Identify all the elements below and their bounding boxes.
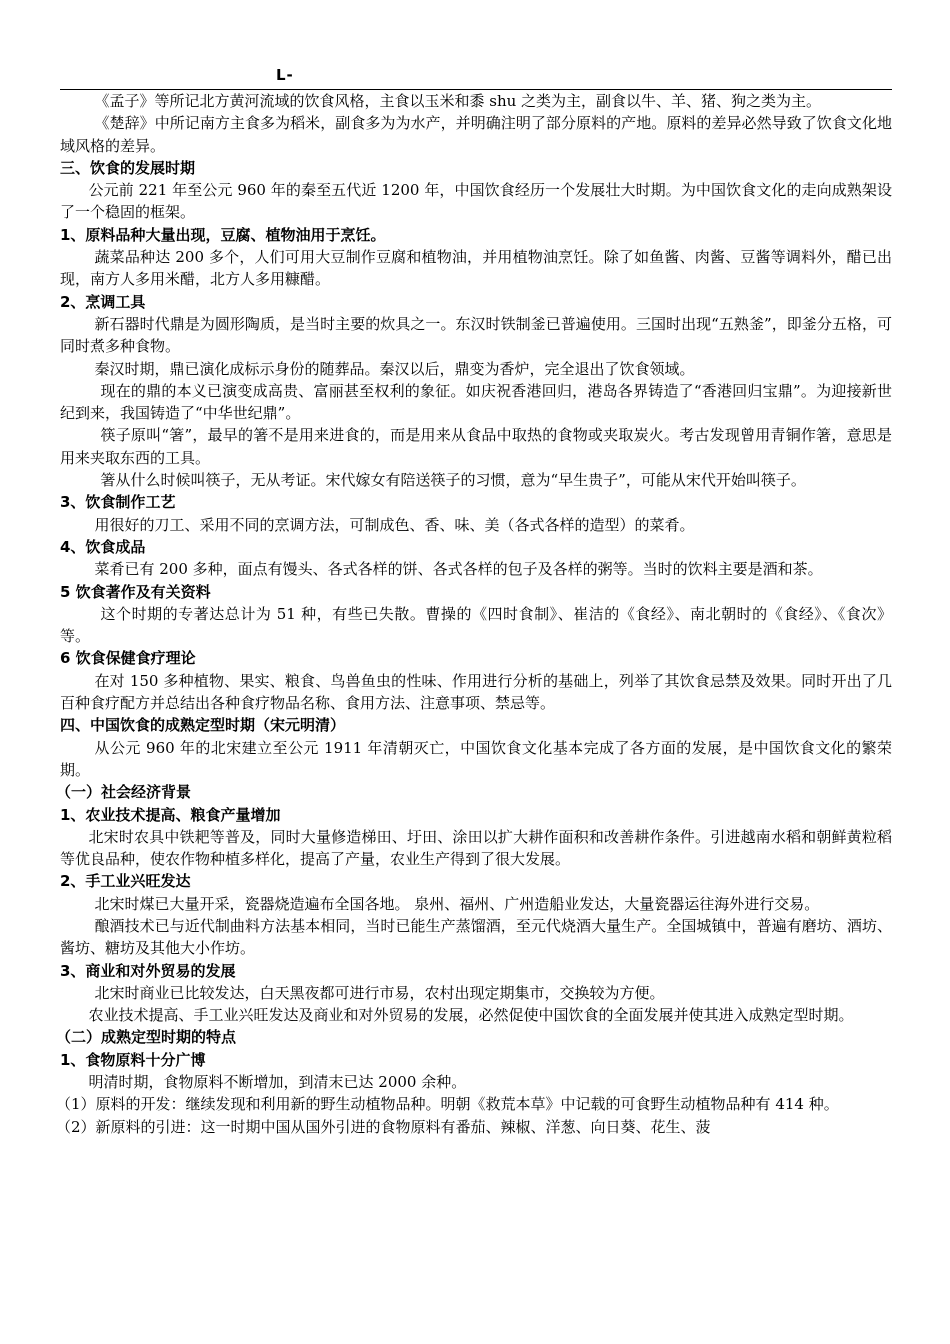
section-heading: 5 饮食著作及有关资料 xyxy=(60,582,211,601)
paragraph: 《楚辞》中所记南方主食多为稻米，副食多为为水产，并明确注明了部分原料的产地。原料的差异必然导致了饮食文化地域风格的差异。 xyxy=(60,114,892,155)
section-heading: 三、饮食的发展时期 xyxy=(60,158,196,177)
subsection-heading: （一）社会经济背景 xyxy=(56,783,192,802)
paragraph: 这个时期的专著达总计为 51 种，有些已失散。曹操的《四时食制》、崔洁的《食经》、南北朝时的《食经》、《食次》等。 xyxy=(60,604,892,646)
paragraph: 酿酒技术已与近代制曲料方法基本相同，当时已能生产蒸馏酒，至元代烧酒大量生产。全国城镇中，普遍有磨坊、酒坊、酱坊、糖坊及其他大小作坊。 xyxy=(60,916,892,958)
paragraph: 菜肴已有 200 多种，面点有馒头、各式各样的饼、各式各样的包子及各样的粥等。当时的饮料主要是酒和茶。 xyxy=(94,560,823,579)
paragraph: 在对 150 多种植物、果实、粮食、鸟兽鱼虫的性味、作用进行分析的基础上，列举了其饮食忌禁及效果。同时开出了几百种食疗配方并总结出各种食疗物品名称、食用方法、注意事项、禁忌等。 xyxy=(60,671,892,713)
paragraph: 《孟子》等所记北方黄河流域的饮食风格，主食以玉米和黍 shu 之类为主，副食以牛、羊、猪、狗之类为主。 xyxy=(94,92,822,110)
section-heading: 1、食物原料十分广博 xyxy=(60,1050,206,1069)
section-heading: 2、手工业兴旺发达 xyxy=(60,872,191,891)
section-heading: 1、农业技术提高、粮食产量增加 xyxy=(60,805,281,824)
paragraph: 农业技术提高、手工业兴旺发达及商业和对外贸易的发展，必然促使中国饮食的全面发展并使其进入成熟定型时期。 xyxy=(88,1006,854,1025)
paragraph: 现在的鼎的本义已演变成高贵、富丽甚至权利的象征。如庆祝香港回归，港岛各界铸造了“香港回归宝鼎”。为迎接新世纪到来，我国铸造了“中华世纪鼎”。 xyxy=(60,381,892,423)
list-item: （2）新原料的引进：这一时期中国从国外引进的食物原料有番茄、辣椒、洋葱、向日葵、花生、菠 xyxy=(56,1117,711,1136)
paragraph: 明清时期，食物原料不断增加，到清末已达 2000 余种。 xyxy=(88,1073,467,1092)
paragraph: 从公元 960 年的北宋建立至公元 1911 年清朝灭亡，中国饮食文化基本完成了各方面的发展，是中国饮食文化的繁荣期。 xyxy=(60,738,892,779)
section-heading: 3、商业和对外贸易的发展 xyxy=(60,961,236,980)
section-heading: 3、饮食制作工艺 xyxy=(60,493,176,512)
paragraph: 新石器时代鼎是为圆形陶质，是当时主要的炊具之一。东汉时铁制釜已普遍使用。三国时出现“五熟釜”，即釜分五格，可同时煮多种食物。 xyxy=(60,314,892,356)
subsection-heading: （二）成熟定型时期的特点 xyxy=(56,1028,237,1047)
paragraph: 筷子原叫“箸”，最早的箸不是用来进食的，而是用来从食品中取热的食物或夹取炭火。考古发现曾用青铜作箸，意思是用来夹取东西的工具。 xyxy=(60,426,892,467)
section-heading: 2、烹调工具 xyxy=(60,292,146,311)
list-item: （1）原料的开发：继续发现和利用新的野生动植物品种。明朝《救荒本草》中记载的可食野生动植物品种有 414 种。 xyxy=(56,1095,839,1114)
section-heading: 四、中国饮食的成熟定型时期（宋元明清） xyxy=(60,716,346,735)
paragraph: 蔬菜品种达 200 多个，人们可用大豆制作豆腐和植物油，并用植物油烹饪。除了如鱼酱、肉酱、豆酱等调料外，醋已出现，南方人多用米醋，北方人多用糠醋。 xyxy=(60,248,892,289)
header-mark: L- xyxy=(276,66,294,84)
section-heading: 6 饮食保健食疗理论 xyxy=(60,649,196,668)
paragraph: 用很好的刀工、采用不同的烹调方法，可制成色、香、味、美（各式各样的造型）的菜肴。 xyxy=(94,515,695,534)
section-heading: 4、饮食成品 xyxy=(60,537,146,556)
paragraph: 秦汉时期，鼎已演化成标示身份的随葬品。秦汉以后，鼎变为香炉，完全退出了饮食领域。 xyxy=(94,359,695,378)
section-heading: 1、原料品种大量出现，豆腐、植物油用于烹饪。 xyxy=(60,225,386,244)
paragraph: 北宋时商业已比较发达，白天黑夜都可进行市易，农村出现定期集市，交换较为方便。 xyxy=(94,983,665,1002)
document-body xyxy=(56,90,892,1138)
paragraph: 北宋时农具中铁耙等普及，同时大量修造梯田、圩田、涂田以扩大耕作面积和改善耕作条件。引进越南水稻和朝鲜黄粒稻等优良品种，使农作物种植多样化，提高了产量，农业生产得到了很大发展。 xyxy=(60,827,892,869)
paragraph: 公元前 221 年至公元 960 年的秦至五代近 1200 年，中国饮食经历一个发展壮大时期。为中国饮食文化的走向成熟架设了一个稳固的框架。 xyxy=(60,181,892,222)
paragraph: 北宋时煤已大量开采，瓷器烧造遍布全国各地。 泉州、福州、广州造船业发达，大量瓷器运往海外进行交易。 xyxy=(94,894,820,913)
paragraph: 箸从什么时候叫筷子，无从考证。宋代嫁女有陪送筷子的习惯，意为“早生贵子”，可能从宋代开始叫筷子。 xyxy=(100,471,806,490)
